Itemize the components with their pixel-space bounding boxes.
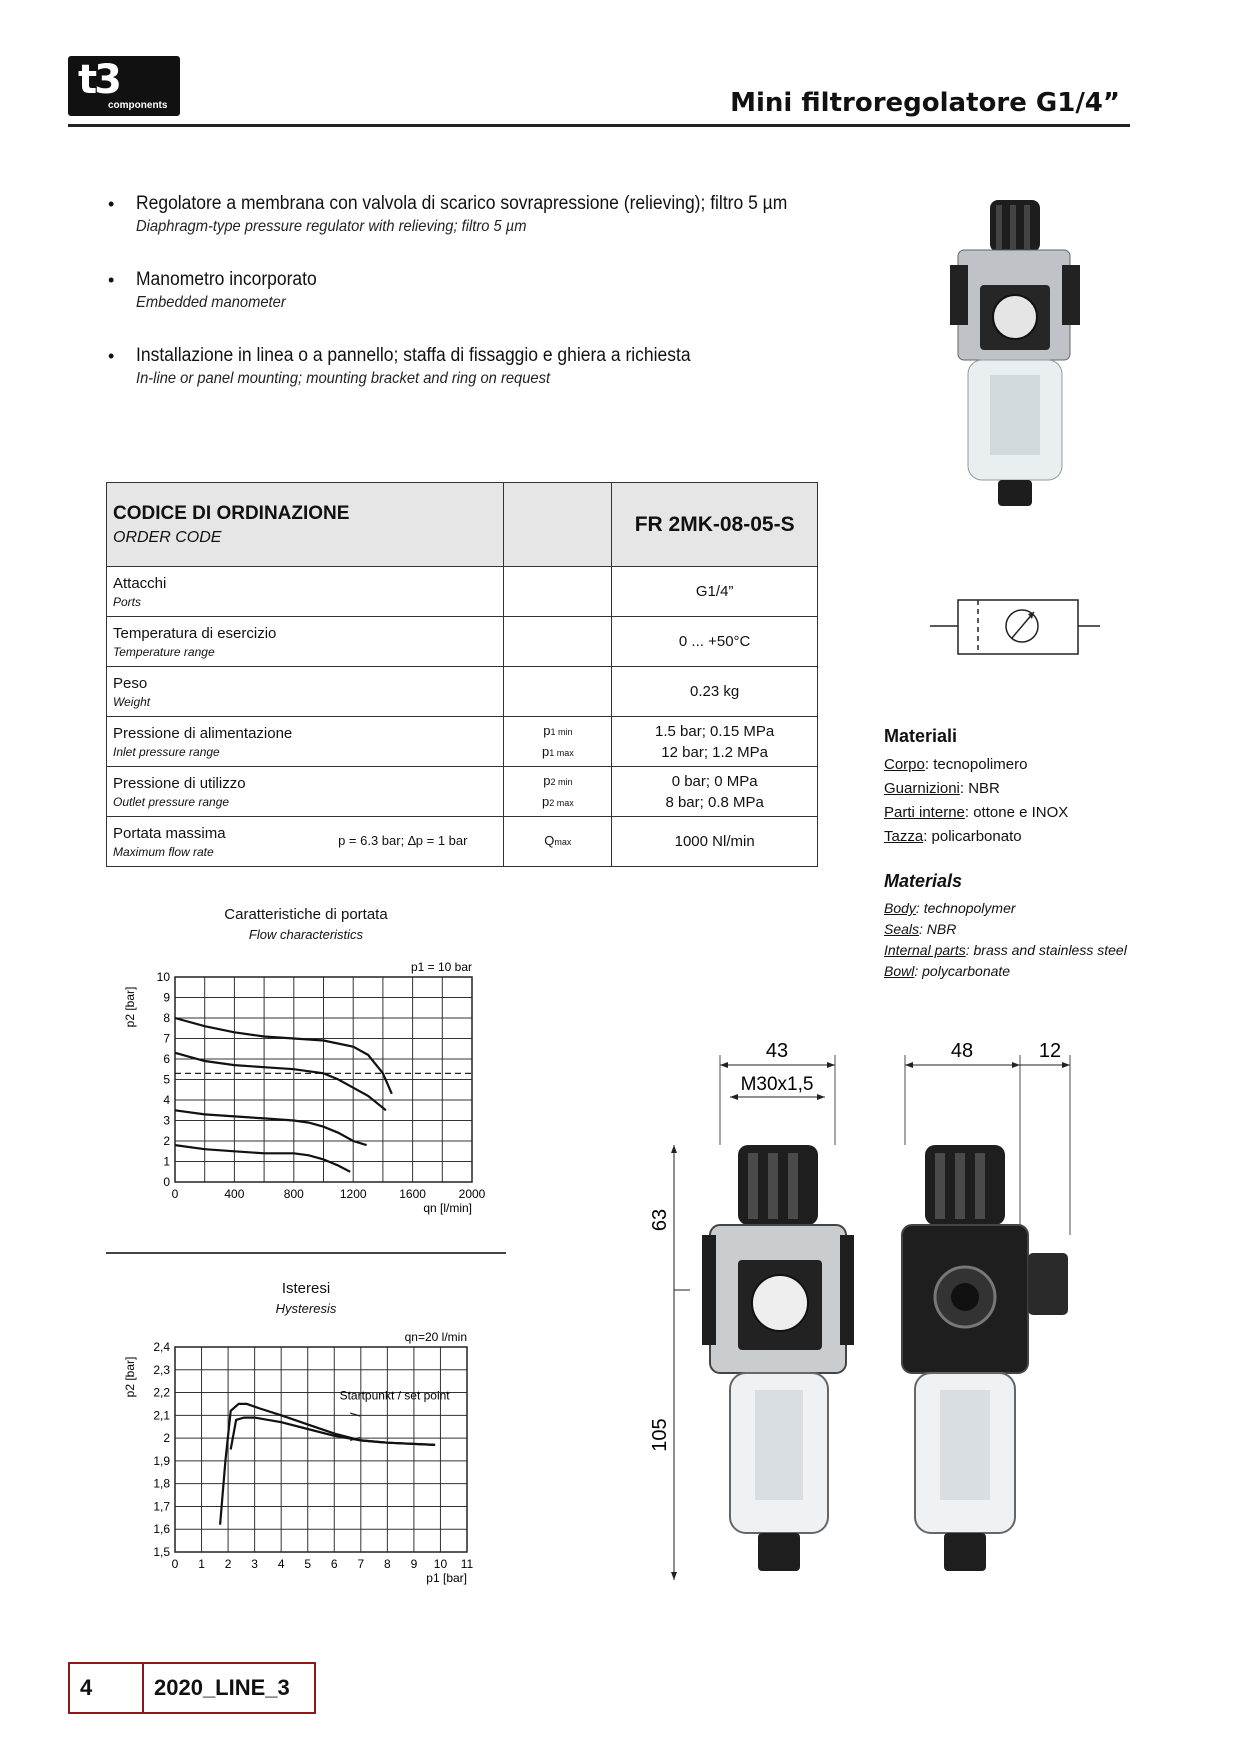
row-symbol — [504, 767, 612, 817]
header-label-cell — [107, 483, 504, 567]
material-item — [884, 940, 1144, 961]
y-tick-label: 1,8 — [153, 1476, 170, 1491]
bullet-icon: • — [108, 194, 115, 214]
page-title: Mini filtroregolatore G1/4” — [730, 88, 1120, 118]
pneumatic-symbol — [930, 592, 1100, 664]
x-tick-label: 7 — [357, 1557, 365, 1571]
material-value: : brass and stainless steel — [965, 942, 1127, 958]
material-label: Seals — [884, 921, 920, 937]
order-code-value: FR 2MK-08-05-S — [612, 483, 818, 567]
x-tick-label: 8 — [384, 1557, 391, 1571]
y-tick-label: 1,6 — [153, 1522, 170, 1537]
row-symbol — [504, 567, 612, 617]
row-symbol — [504, 667, 612, 717]
feature-item — [108, 268, 868, 314]
y-tick-label: 7 — [163, 1031, 170, 1046]
x-tick-label: 9 — [410, 1557, 418, 1571]
materials-section — [884, 726, 1144, 982]
table-header-row — [107, 483, 818, 567]
row-value — [612, 767, 818, 817]
chart-title-en: Hysteresis — [275, 1301, 337, 1316]
y-tick-label: 8 — [163, 1011, 170, 1025]
row-label — [107, 567, 504, 617]
order-code-label: CODICE DI ORDINAZIONE — [113, 502, 350, 524]
material-label: Guarnizioni — [884, 780, 960, 797]
row-label-en: Outlet pressure range — [113, 794, 230, 809]
row-label-en: Weight — [113, 694, 151, 709]
x-axis-label: qn [l/min] — [423, 1201, 472, 1215]
flow-characteristics-chart — [120, 955, 500, 1230]
material-item — [884, 753, 1144, 777]
row-symbol — [504, 817, 612, 867]
set-point-label: Startpunkt / set point — [339, 1388, 450, 1403]
plot-frame — [175, 1347, 467, 1552]
order-code-table — [106, 482, 818, 867]
feature-list — [108, 192, 868, 420]
row-value: 0 ... +50°C — [612, 617, 818, 667]
material-item — [884, 801, 1144, 825]
material-label: Internal parts — [884, 942, 966, 958]
symbol-q: Q — [544, 833, 555, 848]
x-tick-label: 6 — [330, 1557, 338, 1571]
dim-upper-height: 63 — [649, 1208, 671, 1232]
material-item — [884, 777, 1144, 801]
y-tick-label: 1 — [163, 1154, 170, 1169]
x-tick-label: 4 — [277, 1557, 285, 1571]
logo-subtext: components — [108, 100, 168, 111]
table-row — [107, 817, 818, 867]
row-value: G1/4” — [612, 567, 818, 617]
y-tick-label: 9 — [163, 990, 170, 1005]
logo-mark: t3 — [78, 57, 119, 103]
material-item — [884, 919, 1144, 940]
product-photo — [940, 195, 1090, 540]
y-tick-label: 2,2 — [153, 1385, 170, 1400]
row-label-en: Ports — [113, 594, 142, 609]
feature-item — [108, 344, 868, 390]
material-value: : policarbonato — [923, 828, 1022, 845]
hysteresis-chart — [120, 1325, 500, 1600]
table-row — [107, 767, 818, 817]
feature-text-it: Manometro incorporato — [136, 269, 317, 290]
x-tick-label: 0 — [171, 1187, 179, 1201]
symbol-subscript: 1 max — [549, 747, 574, 758]
x-tick-label: 400 — [224, 1187, 245, 1201]
bullet-icon: • — [108, 270, 115, 290]
symbol-p: p — [543, 722, 551, 738]
y-tick-label: 3 — [163, 1113, 170, 1128]
row-label-en: Maximum flow rate — [113, 844, 214, 859]
y-tick-label: 2,1 — [153, 1408, 170, 1423]
material-label: Parti interne — [884, 804, 965, 821]
material-label: Tazza — [884, 828, 924, 845]
material-item — [884, 898, 1144, 919]
y-tick-label: 2 — [163, 1431, 170, 1446]
table-row — [107, 567, 818, 617]
material-value: : tecnopolimero — [924, 756, 1028, 773]
x-axis-label: p1 [bar] — [426, 1571, 467, 1585]
dim-lower-height: 105 — [649, 1418, 671, 1452]
dim-side-width: 48 — [950, 1040, 974, 1062]
material-item — [884, 825, 1144, 849]
row-label-it: Pressione di utilizzo — [113, 774, 246, 792]
header-empty-cell — [504, 483, 612, 567]
chart-title-it: Isteresi — [281, 1280, 331, 1297]
x-tick-label: 10 — [433, 1557, 448, 1571]
row-label-en: Inlet pressure range — [113, 744, 220, 759]
page-footer — [68, 1662, 316, 1714]
dim-front-width: 43 — [765, 1040, 789, 1062]
symbol-subscript: 2 max — [549, 797, 574, 808]
y-tick-label: 2,4 — [153, 1340, 170, 1354]
material-value: : technopolymer — [915, 900, 1016, 916]
series-line — [175, 1018, 392, 1094]
x-tick-label: 1600 — [399, 1187, 426, 1201]
series-line — [175, 1110, 367, 1145]
material-label: Bowl — [884, 963, 915, 979]
title-rule — [68, 124, 1130, 127]
row-value-max: 12 bar; 1.2 MPa — [661, 743, 769, 761]
table-row — [107, 617, 818, 667]
dim-thread: M30x1,5 — [740, 1074, 814, 1095]
row-symbol — [504, 617, 612, 667]
material-item — [884, 961, 1144, 982]
row-value-min: 0 bar; 0 MPa — [671, 772, 758, 790]
feature-text-en: Embedded manometer — [136, 294, 286, 311]
row-label-it: Attacchi — [113, 574, 167, 592]
y-tick-label: 6 — [163, 1052, 170, 1066]
row-label-it: Temperatura di esercizio — [113, 624, 277, 642]
x-tick-label: 0 — [171, 1557, 179, 1571]
y-tick-label: 2,3 — [153, 1362, 170, 1377]
y-tick-label: 1,9 — [153, 1453, 170, 1468]
feature-text-en: In-line or panel mounting; mounting bracket and ring on request — [136, 370, 551, 387]
material-value: : NBR — [919, 921, 957, 937]
row-label — [107, 767, 504, 817]
row-value-min: 1.5 bar; 0.15 MPa — [655, 722, 775, 740]
row-value: 0.23 kg — [612, 667, 818, 717]
catalog-code: 2020_LINE_3 — [154, 1675, 290, 1700]
row-label — [107, 717, 504, 767]
feature-text-en: Diaphragm-type pressure regulator with relieving; filtro 5 µm — [136, 218, 527, 235]
row-value: 1000 Nl/min — [612, 817, 818, 867]
hysteresis-chart-title — [106, 1280, 506, 1316]
material-value: : polycarbonate — [914, 963, 1011, 979]
x-tick-label: 5 — [304, 1557, 312, 1571]
symbol-subscript: 2 min — [550, 776, 573, 787]
row-label — [107, 817, 504, 867]
symbol-subscript: 1 min — [550, 726, 573, 737]
y-tick-label: 1,7 — [153, 1499, 170, 1514]
x-tick-label: 2 — [224, 1557, 232, 1571]
row-label-it: Portata massima — [113, 824, 226, 842]
material-value: : NBR — [959, 780, 1000, 797]
bullet-icon: • — [108, 346, 115, 366]
material-value: : ottone e INOX — [964, 804, 1069, 821]
row-label-it: Peso — [113, 674, 148, 692]
symbol-p: p — [543, 772, 551, 788]
table-row — [107, 667, 818, 717]
row-label-it: Pressione di alimentazione — [113, 724, 293, 742]
dim-side-extra: 12 — [1038, 1040, 1062, 1062]
series-line — [175, 1053, 386, 1111]
row-label — [107, 617, 504, 667]
x-tick-label: 1 — [198, 1557, 205, 1571]
feature-item — [108, 192, 868, 238]
row-condition: p = 6.3 bar; ∆p = 1 bar — [338, 832, 468, 848]
y-tick-label: 10 — [156, 970, 170, 984]
y-tick-label: 0 — [163, 1175, 170, 1189]
t3-logo — [68, 56, 180, 116]
y-axis-label: p2 [bar] — [123, 1356, 137, 1398]
feature-text-it: Installazione in linea o a pannello; staffa di fissaggio e ghiera a richiesta — [136, 345, 691, 366]
symbol-p: p — [542, 793, 550, 809]
chart-annotation: qn=20 l/min — [404, 1330, 467, 1344]
order-code-label-en: ORDER CODE — [113, 528, 222, 546]
row-label — [107, 667, 504, 717]
chart-title-en: Flow characteristics — [248, 927, 364, 942]
x-tick-label: 2000 — [458, 1187, 486, 1201]
material-label: Corpo — [884, 756, 925, 773]
x-tick-label: 11 — [460, 1557, 474, 1571]
y-tick-label: 5 — [163, 1072, 170, 1087]
y-tick-label: 1,5 — [153, 1545, 170, 1559]
table-row — [107, 717, 818, 767]
row-symbol — [504, 717, 612, 767]
y-axis-label: p2 [bar] — [123, 986, 137, 1028]
row-label-en: Temperature range — [113, 644, 215, 659]
x-tick-label: 800 — [283, 1187, 304, 1201]
y-tick-label: 2 — [163, 1134, 170, 1148]
dimension-drawing — [640, 1035, 1140, 1595]
materials-heading-en: Materials — [884, 871, 963, 891]
x-tick-label: 3 — [251, 1557, 258, 1571]
chart-separator — [106, 1252, 506, 1254]
flow-chart-title — [106, 906, 506, 942]
y-tick-label: 4 — [163, 1093, 170, 1107]
material-label: Body — [884, 900, 916, 916]
chart-title-it: Caratteristiche di portata — [224, 906, 388, 923]
row-value-max: 8 bar; 0.8 MPa — [665, 793, 764, 811]
symbol-subscript: max — [554, 837, 572, 847]
page-number: 4 — [70, 1664, 144, 1712]
x-tick-label: 1200 — [339, 1187, 367, 1201]
row-value — [612, 717, 818, 767]
symbol-p: p — [542, 743, 550, 759]
feature-text-it: Regolatore a membrana con valvola di scarico sovrapressione (relieving); filtro 5 µm — [136, 193, 788, 214]
chart-annotation: p1 = 10 bar — [410, 960, 472, 974]
materials-heading-it: Materiali — [884, 726, 958, 746]
